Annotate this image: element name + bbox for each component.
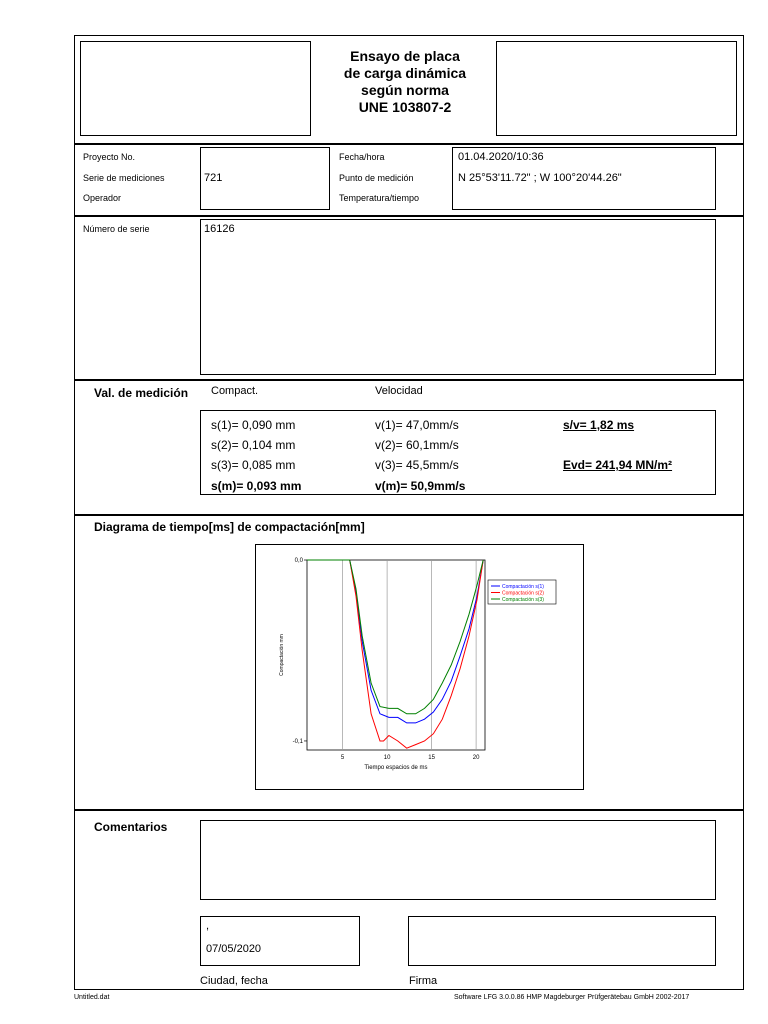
y-tick-label: -0,1 xyxy=(292,738,303,745)
divider xyxy=(74,809,744,811)
col-velocity-header: Velocidad xyxy=(375,385,423,397)
signature-label: Firma xyxy=(409,975,438,987)
measurement-section-label: Val. de medición xyxy=(94,386,189,400)
fecha-label: Fecha/hora xyxy=(339,152,385,162)
sv-value: s/v= 1,82 ms xyxy=(563,418,635,432)
divider xyxy=(74,143,744,145)
logo-box-left xyxy=(80,41,311,136)
serie-value: 721 xyxy=(204,172,223,184)
chart-svg xyxy=(255,544,584,790)
v1-value: v(1)= 47,0mm/s xyxy=(375,418,459,432)
plot-area xyxy=(307,560,485,750)
col-compact-header: Compact. xyxy=(211,385,259,397)
serial-label: Número de serie xyxy=(83,224,150,234)
proyecto-label: Proyecto No. xyxy=(83,152,136,162)
footer-software: Software LFG 3.0.0.86 HMP Magdeburger Prüfgerätebau GmbH 2002-2017 xyxy=(454,994,690,1001)
logo-box-right xyxy=(496,41,737,136)
title-line-4: UNE 103807-2 xyxy=(358,99,452,115)
x-axis-label: Tiempo espacios de ms xyxy=(364,765,428,771)
comments-label: Comentarios xyxy=(94,820,168,834)
title-line-1: Ensayo de placa xyxy=(350,48,460,64)
legend-label-1: Compactación s(1) xyxy=(502,584,544,590)
s2-value: s(2)= 0,104 mm xyxy=(211,438,296,452)
y-tick-label: 0,0 xyxy=(294,558,303,564)
vm-value: v(m)= 50,9mm/s xyxy=(375,479,466,493)
evd-value: Evd= 241,94 MN/m² xyxy=(563,458,673,472)
footer-filename: Untitled.dat xyxy=(74,994,110,1001)
divider xyxy=(74,514,744,516)
diagram-section-label: Diagrama de tiempo[ms] de compactación[mm] xyxy=(94,520,365,534)
sm-value: s(m)= 0,093 mm xyxy=(211,479,302,493)
city-date-label: Ciudad, fecha xyxy=(200,975,268,987)
title-line-2: de carga dinámica xyxy=(343,65,467,81)
serial-box xyxy=(200,219,716,375)
divider xyxy=(74,215,744,217)
punto-label: Punto de medición xyxy=(339,173,414,183)
fecha-value: 01.04.2020/10:36 xyxy=(458,151,544,163)
city-date-box[interactable] xyxy=(200,916,360,966)
x-tick-label: 20 xyxy=(472,755,480,761)
s1-value: s(1)= 0,090 mm xyxy=(211,418,296,432)
x-tick-label: 10 xyxy=(383,755,391,761)
operador-label: Operador xyxy=(83,193,122,203)
comments-box[interactable] xyxy=(200,820,716,900)
serial-value: 16126 xyxy=(204,223,235,235)
v3-value: v(3)= 45,5mm/s xyxy=(375,458,459,472)
report-title xyxy=(310,48,500,116)
signature-box[interactable] xyxy=(408,916,716,966)
city-value: , xyxy=(206,920,210,932)
v2-value: v(2)= 60,1mm/s xyxy=(375,438,459,452)
legend-label-3: Compactación s(3) xyxy=(502,597,544,603)
punto-value: N 25°53'11.72" ; W 100°20'44.26" xyxy=(458,172,622,184)
s3-value: s(3)= 0,085 mm xyxy=(211,458,296,472)
x-tick-label: 5 xyxy=(340,755,345,761)
legend-label-2: Compactación s(2) xyxy=(502,590,544,597)
divider xyxy=(74,379,744,381)
serie-label: Serie de mediciones xyxy=(83,173,165,183)
title-line-3: según norma xyxy=(361,82,449,98)
date-value: 07/05/2020 xyxy=(206,943,262,955)
x-tick-label: 15 xyxy=(428,755,435,761)
temp-label: Temperatura/tiempo xyxy=(339,193,420,203)
y-axis-label: Compactación mm xyxy=(279,634,285,676)
